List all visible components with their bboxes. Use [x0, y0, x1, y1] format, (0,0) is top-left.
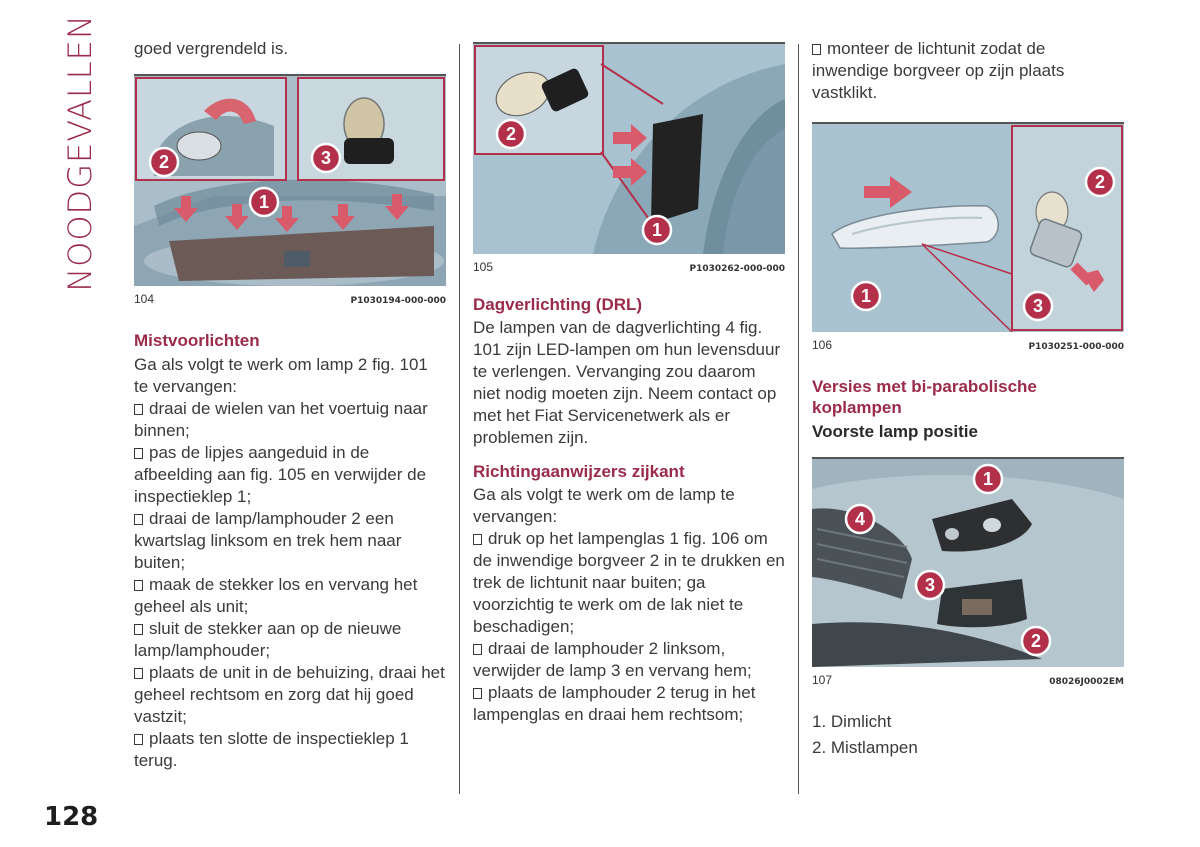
callout-2: 2: [1094, 172, 1106, 192]
callout-1: 1: [860, 286, 872, 306]
list-item: 2. Mistlampen: [812, 738, 918, 757]
subheading-voorste-lamp: Voorste lamp positie: [812, 422, 978, 441]
column-2: [473, 42, 785, 726]
step-item: maak de stekker los en vervang het geheel als unit;: [134, 574, 446, 618]
intro-text: goed vergrendeld is.: [134, 39, 289, 58]
lamp-list: [812, 709, 1124, 761]
heading-mistvoorlichten: Mistvoorlichten: [134, 331, 260, 350]
figure-107-image: [812, 459, 1124, 667]
list-item: 1. Dimlicht: [812, 712, 892, 731]
heading-richtingaanwijzers: Richtingaanwijzers zijkant: [473, 462, 685, 481]
callout-3: 3: [1032, 296, 1044, 316]
figure-105-image: [473, 44, 785, 254]
step-item: draai de lamphouder 2 linksom, verwijder de lamp 3 en vervang hem;: [473, 638, 785, 682]
mist-instructions: [134, 354, 446, 772]
step-item: druk op het lampenglas 1 fig. 106 om de inwendige borgveer 2 in te drukken en trek de lichtunit naar buiten; ga voorzichtig te werk om de lak niet te beschadigen;: [473, 529, 785, 636]
figure-number: 104: [134, 292, 155, 306]
figure-code: 08026J0002EM: [1049, 677, 1124, 687]
callout-2: 2: [1030, 631, 1042, 651]
callout-1: 1: [982, 469, 994, 489]
step-item: draai de lamp/lamphouder 2 een kwartslag linksom en trek hem naar buiten;: [134, 508, 446, 574]
callout-4: 4: [854, 509, 866, 529]
heading-dagverlichting: Dagverlichting (DRL): [473, 295, 643, 314]
figure-106-image: [812, 124, 1124, 332]
figure-code: P1030194-000-000: [350, 296, 446, 306]
figure-number: 106: [812, 338, 833, 352]
figure-number: 105: [473, 260, 494, 274]
figure-code: P1030262-000-000: [689, 264, 785, 274]
step-item: pas de lipjes aangeduid in de afbeelding aan fig. 105 en verwijder de inspectieklep 1;: [134, 442, 446, 508]
lead-text: Ga als volgt te werk om lamp 2 fig. 101 te vervangen:: [134, 355, 428, 396]
step-item: plaats de lamphouder 2 terug in het lampenglas en draai hem rechtsom;: [473, 682, 785, 726]
figure-106: [812, 122, 1124, 352]
figure-107: [812, 457, 1124, 687]
figure-number: 107: [812, 673, 833, 687]
callout-3: 3: [320, 148, 332, 168]
figure-104-image: [134, 76, 446, 286]
callout-3: 3: [924, 575, 936, 595]
figure-code: P1030251-000-000: [1028, 342, 1124, 352]
callout-2: 2: [158, 152, 170, 172]
step-item: sluit de stekker aan op de nieuwe lamp/lamphouder;: [134, 618, 446, 662]
column-divider: [798, 44, 799, 794]
column-divider: [459, 44, 460, 794]
chapter-title: NOODGEVALLEN: [61, 13, 100, 292]
column-1: [134, 38, 446, 772]
callout-1: 1: [651, 220, 663, 240]
step-item: plaats de unit in de behuizing, draai het geheel rechtsom en zorg dat hij goed vastzit;: [134, 663, 445, 726]
indicator-instructions: [473, 484, 785, 726]
page-number: 128: [44, 802, 99, 832]
lead-text: Ga als volgt te werk om de lamp te vervangen:: [473, 485, 735, 526]
figure-105: [473, 42, 785, 274]
step-item: draai de wielen van het voertuig naar binnen;: [134, 398, 446, 442]
figure-104: [134, 74, 446, 306]
step-item: monteer de lichtunit zodat de inwendige borgveer op zijn plaats vastklikt.: [812, 38, 1124, 104]
column-3: [812, 38, 1124, 761]
step-item: plaats ten slotte de inspectieklep 1 terug.: [134, 728, 446, 772]
drl-text: De lampen van de dagverlichting 4 fig. 101 zijn LED-lampen om hun levensduur te verlengen. Vervanging zou daarom niet nodig moeten zijn. Neem contact op met het Fiat Servicenetwerk als er problemen zijn.: [473, 318, 781, 447]
callout-2: 2: [505, 124, 517, 144]
heading-bi-parabolische: Versies met bi-parabolische koplampen: [812, 377, 1037, 417]
callout-1: 1: [258, 192, 270, 212]
